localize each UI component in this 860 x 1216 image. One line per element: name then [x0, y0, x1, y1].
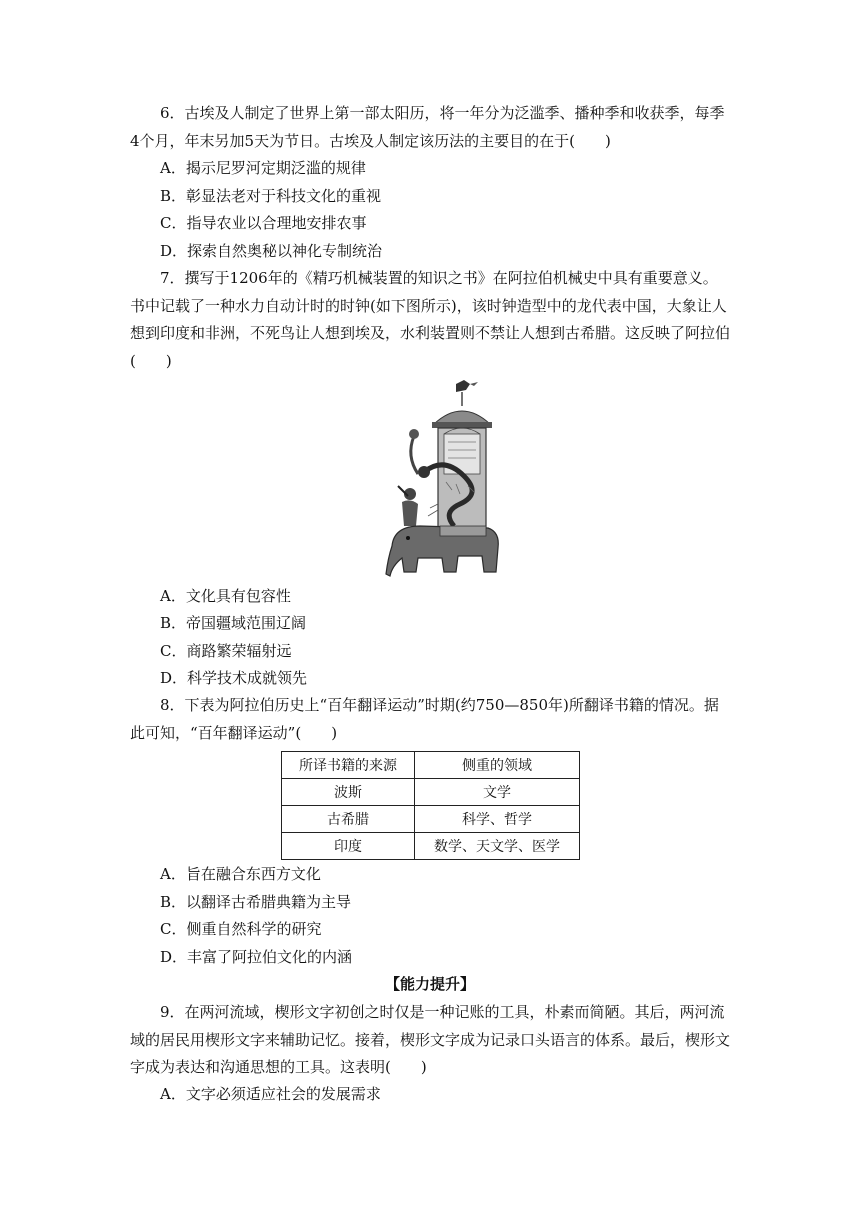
- table-cell: 古希腊: [282, 806, 415, 833]
- q6-option-c: C．指导农业以合理地安排农事: [160, 214, 367, 232]
- q9-option-a: A．文字必须适应社会的发展需求: [160, 1085, 381, 1103]
- section-heading: 【能力提升】: [384, 975, 475, 993]
- table-row: [282, 779, 580, 806]
- q8-option-d: D．丰富了阿拉伯文化的内涵: [160, 948, 353, 966]
- q6-option-a: A．揭示尼罗河定期泛滥的规律: [160, 159, 366, 177]
- q7-option-a: A．文化具有包容性: [160, 587, 291, 605]
- table-row: [282, 806, 580, 833]
- q6-option-b: B．彰显法老对于科技文化的重视: [160, 187, 382, 205]
- q7-option-b: B．帝国疆域范围辽阔: [160, 614, 307, 632]
- q6-option-d: D．探索自然奥秘以神化专制统治: [160, 242, 383, 260]
- translation-table: [281, 751, 580, 860]
- table-cell: 波斯: [282, 779, 415, 806]
- table-cell: 文学: [415, 779, 580, 806]
- table-cell: 数学、天文学、医学: [415, 833, 580, 860]
- q7-option-c: C．商路繁荣辐射远: [160, 642, 292, 660]
- table-cell: 科学、哲学: [415, 806, 580, 833]
- table-header-cell: 所译书籍的来源: [282, 752, 415, 779]
- q7-stem: 7．撰写于1206年的《精巧机械装置的知识之书》在阿拉伯机械史中具有重要意义。书中记载了一种水力自动计时的时钟(如下图所示)，该时钟造型中的龙代表中国，大象让人想到印度和非洲，不死鸟让人想到埃及，水利装置则不禁让人想到古希腊。这反映了阿拉伯( ): [130, 269, 731, 370]
- table-cell: 印度: [282, 833, 415, 860]
- q6-stem: 6．古埃及人制定了世界上第一部太阳历，将一年分为泛滥季、播种季和收获季，每季4个月，年末另加5天为节日。古埃及人制定该历法的主要目的在于( ): [130, 104, 725, 150]
- table-header-cell: 侧重的领域: [415, 752, 580, 779]
- q8-option-b: B．以翻译古希腊典籍为主导: [160, 893, 352, 911]
- table-row: [282, 833, 580, 860]
- q8-stem: 8．下表为阿拉伯历史上“百年翻译运动”时期(约750—850年)所翻译书籍的情况。据此可知，“百年翻译运动”( ): [130, 696, 719, 742]
- q9-stem: 9．在两河流域，楔形文字初创之时仅是一种记账的工具，朴素而简陋。其后，两河流域的居民用楔形文字来辅助记忆。接着，楔形文字成为记录口头语言的体系。最后，楔形文字成为表达和沟通思想的工具。这表明( ): [130, 1003, 731, 1076]
- q7-option-d: D．科学技术成就领先: [160, 669, 308, 687]
- q8-option-a: A．旨在融合东西方文化: [160, 865, 321, 883]
- elephant-clock-illustration: [384, 376, 506, 580]
- q8-option-c: C．侧重自然科学的研究: [160, 920, 322, 938]
- table-header-row: [282, 752, 580, 779]
